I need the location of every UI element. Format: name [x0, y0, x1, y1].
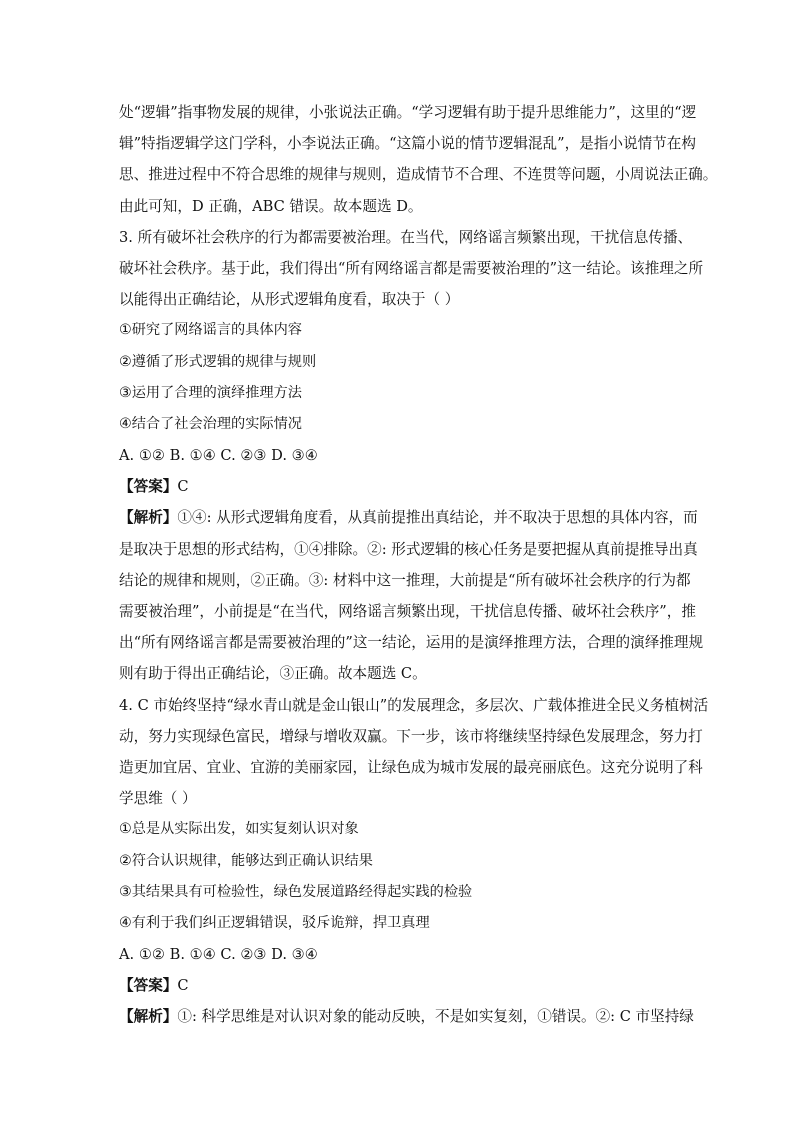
analysis-line	[119, 502, 698, 533]
analysis-label: 【解析】	[119, 1008, 178, 1026]
question-3	[119, 222, 704, 690]
text-line: 处“逻辑”指事物发展的规律，小张说法正确。“学习逻辑有助于提升思维能力”，这里的“逻	[119, 104, 697, 121]
analysis-line: 是取决于思想的形式结构，①④排除。②: 形式逻辑的核心任务是要把握从真前提推导出真	[119, 540, 698, 558]
analysis-text: ①: 科学思维是对认识对象的能动反映，不是如实复刻，①错误。②: C 市坚持绿	[177, 1008, 694, 1026]
option-item: ④结合了社会治理的实际情况	[119, 415, 302, 432]
option-item: ④有利于我们纠正逻辑错误，驳斥诡辩，捍卫真理	[119, 914, 430, 931]
option-item: ③其结果具有可检验性，绿色发展道路经得起实践的检验	[119, 883, 473, 900]
analysis-line: 出“所有网络谣言都是需要被治理的”这一结论，运用的是演绎推理方法，合理的演绎推理规	[119, 634, 704, 652]
analysis-text: ①④: 从形式逻辑角度看，从真前提推出真结论，并不取决于思想的具体内容，而	[177, 509, 698, 527]
option-item: ②符合认识规律，能够达到正确认识结果	[119, 852, 373, 869]
question-stem-line: 破坏社会秩序。基于此，我们得出“所有网络谣言都是需要被治理的”这一结论。该推理之所	[119, 259, 704, 277]
option-item: ②遵循了形式逻辑的规律与规则	[119, 353, 317, 370]
analysis-line: 则有助于得出正确结论，③正确。故本题选 C。	[119, 665, 427, 683]
answer-label: 【答案】	[119, 977, 178, 995]
answer-label: 【答案】	[119, 478, 178, 496]
text-line: 思、推进过程中不符合思维的规律与规则，造成情节不合理、不连贯等问题，小周说法正确。	[119, 166, 718, 184]
text-line: 由此可知，D 正确，ABC 错误。故本题选 D。	[119, 197, 423, 215]
answer-value: C	[177, 478, 189, 496]
text-line: 辑”特指逻辑学这门学科，小李说法正确。“这篇小说的情节逻辑混乱”，是指小说情节在构	[119, 135, 696, 153]
question-stem-line: 学思维（ ）	[119, 790, 197, 808]
option-item: ①研究了网络谣言的具体内容	[119, 322, 302, 339]
answer-line	[119, 471, 685, 502]
answer-value: C	[177, 977, 189, 995]
analysis-label: 【解析】	[119, 509, 178, 527]
analysis-line: 结论的规律和规则，②正确。③: 材料中这一推理，大前提是“所有破坏社会秩序的行为都	[119, 571, 691, 589]
answer-choices: A. ①② B. ①④ C. ②③ D. ③④	[119, 447, 318, 465]
question-2-analysis-continued	[119, 97, 718, 222]
answer-choices: A. ①② B. ①④ C. ②③ D. ③④	[119, 946, 318, 964]
option-item: ①总是从实际出发，如实复刻认识对象	[119, 821, 359, 838]
option-item: ③运用了合理的演绎推理方法	[119, 384, 302, 401]
question-stem-line: 造更加宜居、宜业、宜游的美丽家园，让绿色成为城市发展的最亮丽底色。这充分说明了科	[119, 758, 703, 776]
question-stem-line: 3. 所有破坏社会秩序的行为都需要被治理。在当代，网络谣言频繁出现，干扰信息传播、	[119, 228, 693, 246]
analysis-line: 需要被治理”，小前提是“在当代，网络谣言频繁出现，干扰信息传播、破坏社会秩序”，推	[119, 603, 696, 620]
page-content	[119, 97, 718, 1033]
question-stem-line: 4. C 市始终坚持“绿水青山就是金山银山”的发展理念，多层次、广载体推进全民义务植树活	[119, 696, 709, 714]
question-4	[119, 690, 709, 1033]
question-stem-line: 以能得出正确结论，从形式逻辑角度看，取决于（ ）	[119, 291, 460, 309]
analysis-line	[119, 1001, 694, 1032]
question-stem-line: 动，努力实现绿色富民，增绿与增收双赢。下一步，该市将继续坚持绿色发展理念，努力打	[119, 727, 703, 745]
answer-line	[119, 970, 685, 1001]
